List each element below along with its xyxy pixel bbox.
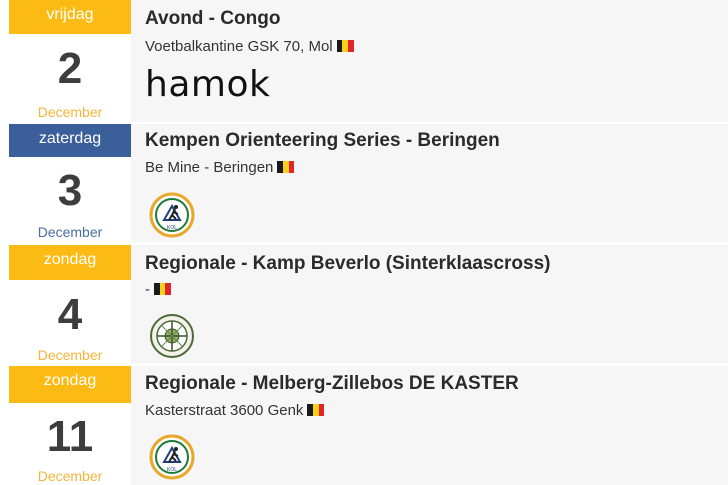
event-info <box>131 245 728 363</box>
event-weekday: zaterdag <box>9 124 131 157</box>
belgium-flag-icon <box>307 404 324 416</box>
belgium-flag-icon <box>337 40 354 52</box>
event-weekday: zondag <box>9 366 131 403</box>
military-badge-icon[interactable] <box>149 313 195 359</box>
event-row[interactable] <box>9 245 728 363</box>
event-location <box>145 38 354 55</box>
event-location-text: Voetbalkantine GSK 70, Mol <box>145 38 333 55</box>
event-location <box>145 402 324 419</box>
event-info <box>131 124 728 242</box>
event-location-text: Kasterstraat 3600 Genk <box>145 402 304 419</box>
event-day-number: 4 <box>57 290 83 339</box>
event-info <box>131 0 728 122</box>
svg-text:KOL: KOL <box>166 225 178 231</box>
event-date <box>9 245 131 363</box>
event-row[interactable] <box>9 0 728 122</box>
event-day-number: 3 <box>57 166 83 215</box>
kol-badge-icon[interactable] <box>149 192 195 238</box>
event-title[interactable]: Regionale - Kamp Beverlo (Sinterklaascross) <box>145 253 551 274</box>
event-title[interactable]: Kempen Orienteering Series - Beringen <box>145 130 500 151</box>
hamok-logo[interactable] <box>145 64 270 105</box>
belgium-flag-icon <box>277 161 294 173</box>
event-title[interactable]: Regionale - Melberg-Zillebos DE KASTER <box>145 373 519 394</box>
event-location <box>145 281 171 298</box>
kol-badge-icon[interactable] <box>149 434 195 480</box>
event-location-text: Be Mine - Beringen <box>145 159 274 176</box>
event-weekday: vrijdag <box>9 0 131 34</box>
event-row[interactable] <box>9 124 728 242</box>
event-day-number: 2 <box>57 44 83 93</box>
event-location <box>145 159 294 176</box>
event-row[interactable] <box>9 366 728 485</box>
event-title[interactable]: Avond - Congo <box>145 8 281 29</box>
event-month: December <box>37 468 103 484</box>
hamok-logo-text: hamok <box>145 64 271 105</box>
event-date <box>9 0 131 122</box>
belgium-flag-icon <box>154 283 171 295</box>
event-month: December <box>37 224 103 240</box>
event-day-number: 11 <box>46 412 94 461</box>
event-weekday: zondag <box>9 245 131 280</box>
svg-text:KOL: KOL <box>166 467 178 473</box>
event-location-text: - <box>145 281 150 298</box>
event-date <box>9 366 131 485</box>
event-month: December <box>37 104 103 120</box>
event-date <box>9 124 131 242</box>
event-info <box>131 366 728 485</box>
event-month: December <box>37 347 103 363</box>
